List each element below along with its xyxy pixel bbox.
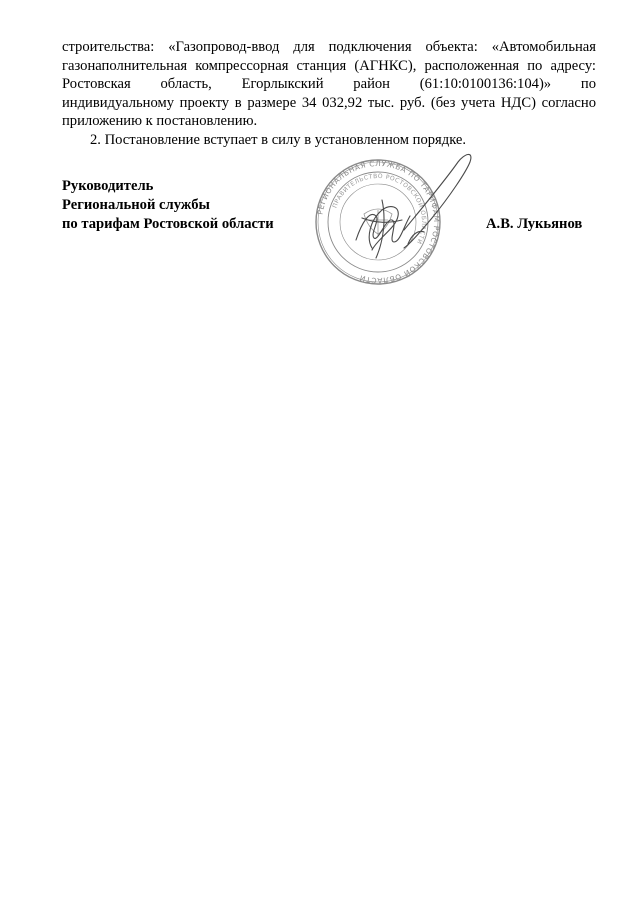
paragraph-1-line: газонаполнительная компрессорная станция (АГНКС), расположенная по адресу:	[62, 57, 596, 74]
signatory-name: А.В. Лукьянов	[486, 216, 583, 232]
paragraph-1	[62, 38, 596, 131]
signatory-title-line: по тарифам Ростовской области	[62, 216, 274, 232]
signatory-title	[62, 177, 274, 234]
signatory-title-line: Региональной службы	[62, 197, 210, 213]
paragraph-1-line: Ростовская область, Егорлыкский район (61:10:0100136:104)» по	[62, 76, 596, 93]
svg-text:ПРАВИТЕЛЬСТВО РОСТОВСКОЙ ОБЛАС: ПРАВИТЕЛЬСТВО РОСТОВСКОЙ ОБЛАСТИ	[331, 172, 428, 246]
official-seal-with-signature	[312, 148, 508, 296]
paragraph-1-line: строительства: «Газопровод-ввод для подключения объекта: «Автомобильная	[62, 39, 596, 55]
paragraph-1-line: индивидуальному проекту в размере 34 032,92 тыс. руб. (без учета НДС) согласно	[62, 94, 596, 111]
svg-text:РЕГИОНАЛЬНАЯ СЛУЖБА ПО ТАРИФАМ: РЕГИОНАЛЬНАЯ СЛУЖБА ПО ТАРИФАМ РОСТОВСКОЙ ОБЛАСТИ	[315, 158, 442, 286]
paragraph-2: 2. Постановление вступает в силу в установленном порядке.	[90, 131, 467, 148]
paragraph-1-line: приложению к постановлению.	[62, 113, 258, 130]
body-text	[62, 38, 596, 150]
signatory-title-line: Руководитель	[62, 178, 154, 194]
